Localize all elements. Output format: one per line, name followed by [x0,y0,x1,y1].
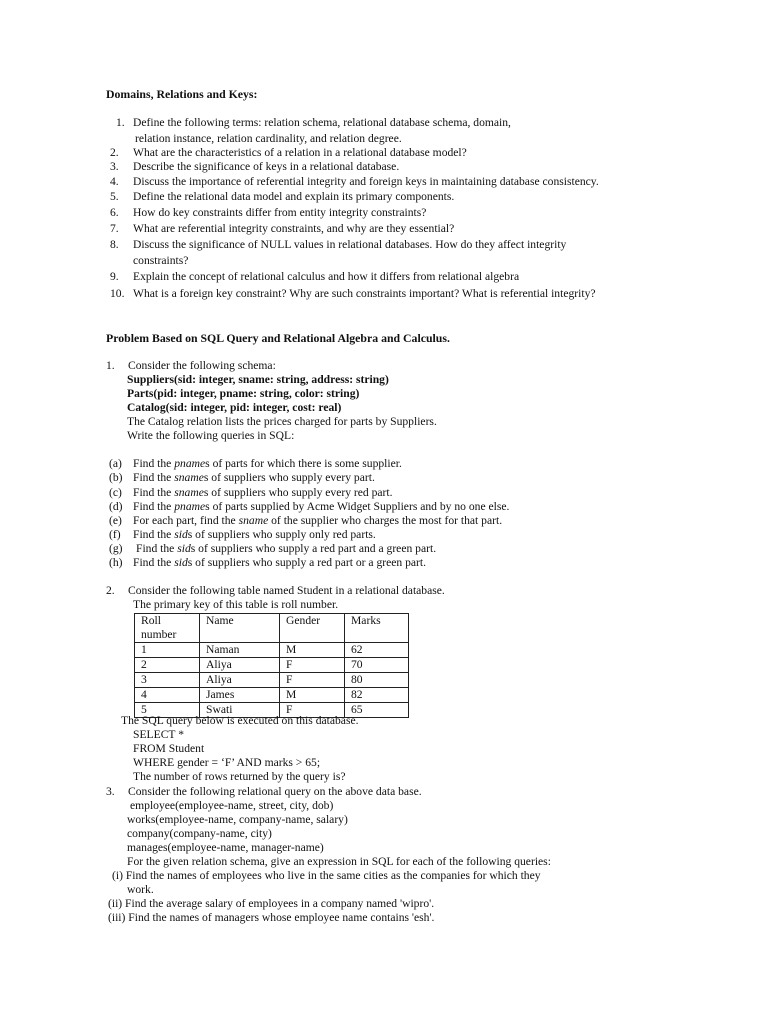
question-intro: Consider the following relational query on the above data base. [128,785,422,798]
table-header-cell: Gender [280,614,345,643]
table-cell: 1 [135,643,200,658]
table-cell: F [280,658,345,673]
table-cell: 80 [345,673,409,688]
table-header-cell: Name [200,614,280,643]
table-row [135,688,409,703]
table-cell: Swati [200,703,280,718]
table-row [135,658,409,673]
sub-question: Find the pnames of parts supplied by Acme Widget Suppliers and by no one else. [133,500,510,513]
section-heading-sql: Problem Based on SQL Query and Relational Algebra and Calculus. [106,331,450,345]
schema-line: Catalog(sid: integer, pid: integer, cost: real) [127,401,342,414]
question-text: Write the following queries in SQL: [127,429,295,442]
sub-question-label: (d) [109,500,123,513]
sub-question: Find the pnames of parts for which there is some supplier. [133,457,402,470]
sub-question-label: (e) [109,514,122,527]
item-number: 3. [110,160,119,173]
table-cell: 4 [135,688,200,703]
table-cell: 3 [135,673,200,688]
sub-question-label: (b) [109,471,123,484]
sub-question: Find the sids of suppliers who supply a red part or a green part. [133,556,427,569]
sub-question: Find the sids of suppliers who supply only red parts. [133,528,376,541]
table-cell: 62 [345,643,409,658]
table-cell: Aliya [200,658,280,673]
question-text: For the given relation schema, give an expression in SQL for each of the following queries: [127,855,551,868]
item-number: 6. [110,206,119,219]
item-number: 9. [110,270,119,283]
item-number: 4. [110,175,119,188]
relation-line: works(employee-name, company-name, salary) [127,813,348,826]
question-text: The primary key of this table is roll number. [133,598,339,611]
table-cell: 82 [345,688,409,703]
sub-question: Find the sids of suppliers who supply a red part and a green part. [136,542,437,555]
list-item: What are referential integrity constraints, and why are they essential? [133,222,455,235]
sql-line: SELECT * [133,728,184,741]
relation-line: manages(employee-name, manager-name) [127,841,324,854]
schema-line: Suppliers(sid: integer, sname: string, address: string) [127,373,389,386]
table-header-row [135,614,409,643]
sub-question: (iii) Find the names of managers whose employee name contains 'esh'. [108,911,435,924]
sub-question-label: (h) [109,556,123,569]
sub-question-label: (c) [109,486,122,499]
item-number: 8. [110,238,119,251]
sub-question: (ii) Find the average salary of employees in a company named 'wipro'. [108,897,435,910]
question-intro: Consider the following table named Student in a relational database. [128,584,445,597]
sub-question: (i) Find the names of employees who live in the same cities as the companies for which they [112,869,541,882]
sub-question: work. [127,883,154,896]
section-heading-keys: Domains, Relations and Keys: [106,87,258,101]
table-cell: M [280,643,345,658]
table-cell: Aliya [200,673,280,688]
list-item: Explain the concept of relational calculus and how it differs from relational algebra [133,270,520,283]
sql-line: FROM Student [133,742,205,755]
item-number: 1. [116,116,125,129]
item-number: 2. [110,146,119,159]
schema-line: Parts(pid: integer, pname: string, color: string) [127,387,360,400]
sub-question: Find the snames of suppliers who supply every red part. [133,486,393,499]
list-item: Describe the significance of keys in a relational database. [133,160,400,173]
question-text: The SQL query below is executed on this database. [121,714,359,727]
table-cell: 2 [135,658,200,673]
student-table [134,613,409,718]
sql-line: WHERE gender = ‘F’ AND marks > 65; [133,756,321,769]
sub-question-label: (f) [109,528,121,541]
list-item: How do key constraints differ from entity integrity constraints? [133,206,427,219]
table-cell: 65 [345,703,409,718]
list-item: constraints? [133,254,189,267]
table-header-cell [135,614,200,643]
question-number: 1. [106,359,115,372]
table-cell: James [200,688,280,703]
list-item: Discuss the significance of NULL values in relational databases. How do they affect integrity [133,238,567,251]
table-row [135,673,409,688]
relation-line: company(company-name, city) [127,827,272,840]
list-item: Define the following terms: relation schema, relational database schema, domain, [133,116,511,129]
table-row [135,643,409,658]
table-cell: F [280,673,345,688]
sub-question-label: (a) [109,457,122,470]
list-item: What is a foreign key constraint? Why are such constraints important? What is referential integrity? [133,287,596,300]
sub-question: For each part, find the sname of the supplier who charges the most for that part. [133,514,503,527]
question-number: 2. [106,584,115,597]
list-item: Discuss the importance of referential integrity and foreign keys in maintaining database consistency. [133,175,599,188]
header-roll-number: Roll number [141,614,177,641]
question-number: 3. [106,785,115,798]
list-item: What are the characteristics of a relation in a relational database model? [133,146,467,159]
question-text: The Catalog relation lists the prices charged for parts by Suppliers. [127,415,437,428]
item-number: 7. [110,222,119,235]
table-cell: 70 [345,658,409,673]
table-cell: Naman [200,643,280,658]
question-intro: Consider the following schema: [128,359,276,372]
item-number: 10. [110,287,125,300]
table-header-cell: Marks [345,614,409,643]
item-number: 5. [110,190,119,203]
list-item: relation instance, relation cardinality, and relation degree. [135,132,402,145]
sub-question-label: (g) [109,542,123,555]
table-cell: M [280,688,345,703]
relation-line: employee(employee-name, street, city, dob) [130,799,334,812]
sub-question: Find the snames of suppliers who supply every part. [133,471,375,484]
table-cell: 5 [135,703,200,718]
list-item: Define the relational data model and explain its primary components. [133,190,455,203]
question-text: The number of rows returned by the query is? [133,770,346,783]
table-cell: F [280,703,345,718]
